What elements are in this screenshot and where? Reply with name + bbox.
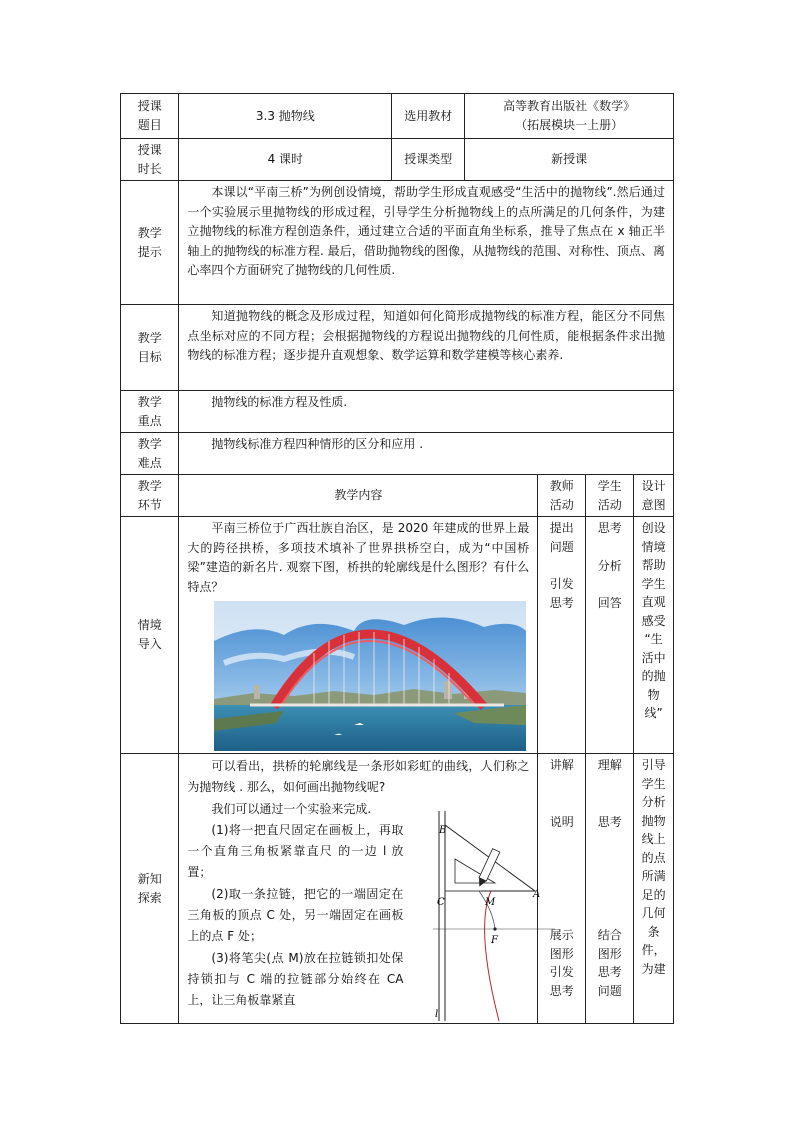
label-M: M — [485, 897, 496, 908]
hints-row — [121, 181, 674, 305]
column-header-row — [121, 475, 674, 517]
col-content-header: 教学内容 — [179, 475, 538, 517]
label-l: l — [435, 1009, 439, 1020]
intro-teacher: 提出 问题 引发 思考 — [538, 517, 586, 754]
explore-intent: 引导 学生 分析 抛物 线上 的点 所满 足的 几何 条 件， 为建 — [634, 754, 674, 1024]
hours-row — [121, 139, 674, 181]
intro-intent: 创设 情境 帮助 学生 直观 感受 “生 活中 的抛 物 线” — [634, 517, 674, 754]
textbook-label: 选用教材 — [392, 94, 465, 139]
key-points-label: 教学 重点 — [121, 391, 179, 433]
difficulties-label: 教学 难点 — [121, 433, 179, 475]
textbook-line1: 高等教育出版社《数学》 — [503, 99, 636, 113]
explore-step3: (3)将笔尖(点 M)放在拉链锁扣处保持锁扣与 C 端的拉链部分始终在 CA 上，让三角板靠紧直 — [187, 950, 404, 1008]
label-A: A — [533, 889, 541, 900]
difficulties-row — [121, 433, 674, 475]
difficulties-text: 抛物线标准方程四种情形的区分和应用 . — [179, 433, 674, 475]
intro-text: 平南三桥位于广西壮族自治区，是 2020 年建成的世界上最大的跨径拱桥，多项技术填补了世界拱桥空白，成为“中国桥梁”建造的新名片. 观察下图，桥拱的轮廓线是什么图形？有什么特点？ — [187, 521, 530, 594]
hints-text: 本课以“平南三桥”为例创设情境，帮助学生形成直观感受“生活中的抛物线”.然后通过一个实验展示里抛物线的形成过程，引导学生分析抛物线上的点所满足的几何条件，为建立抛物线的标准方程创造条件，通过建立合适的平面直角坐标系，推导了焦点在 x 轴正半轴上的抛物线的标准方程. 最后，借助抛物线的图像，从抛物线的范围、对称性、顶点、离心率四个方面研究了抛物线的几何性质. — [179, 181, 674, 305]
col-teacher-header: 教师 活动 — [538, 475, 586, 517]
lesson-plan-table — [120, 93, 674, 1024]
explore-content — [179, 754, 541, 1024]
goals-label: 教学 目标 — [121, 305, 179, 391]
explore-teacher: 讲解 说明 展示 图形 引发 思考 — [538, 754, 586, 1024]
type-label: 授课类型 — [392, 139, 465, 181]
goals-text: 知道抛物线的概念及形成过程，知道如何化简形成抛物线的标准方程，能区分不同焦点坐标对应的不同方程；会根据抛物线的方程说出抛物线的几何性质，能根据条件求出抛物线的标准方程；逐步提升直观想象、数学运算和数学建模等核心素养. — [179, 305, 674, 391]
col-stage-header: 教学 环节 — [121, 475, 179, 517]
label-B: B — [439, 825, 447, 836]
explore-student: 理解 思考 结合 图形 思考 问题 — [586, 754, 634, 1024]
textbook-line2: （拓展模块一上册） — [515, 118, 624, 132]
col-student-header: 学生 活动 — [586, 475, 634, 517]
hours-value: 4 课时 — [179, 139, 392, 181]
explore-step1: (1)将一把直尺固定在画板上，再取一个直角三角板紧靠直尺 的一边 l 放置； — [187, 822, 404, 880]
intro-stage: 情境 导入 — [121, 517, 179, 754]
explore-para1: 可以看出，拱桥的轮廓线是一条形如彩虹的曲线，人们称之为抛物线 . 那么，如何画出抛物线呢? — [187, 759, 530, 795]
key-points-row — [121, 391, 674, 433]
intro-row — [121, 517, 674, 754]
hints-label: 教学 提示 — [121, 181, 179, 305]
topic-row — [121, 94, 674, 139]
explore-row — [121, 754, 674, 1024]
col-intent-header: 设计 意图 — [634, 475, 674, 517]
explore-step2: (2)取一条拉链，把它的一端固定在三角板的顶点 C 处，另一端固定在画板上的点 F 处； — [187, 886, 404, 944]
hours-label: 授课 时长 — [121, 139, 179, 181]
label-F: F — [491, 935, 499, 946]
bridge-photo — [214, 601, 526, 751]
intro-content — [179, 517, 538, 754]
goals-row — [121, 305, 674, 391]
parabola-experiment-diagram — [423, 811, 555, 1021]
topic-label: 授课 题目 — [121, 94, 179, 139]
explore-para2: 我们可以通过一个实验来完成. — [211, 801, 372, 816]
intro-student: 思考 分析 回答 — [586, 517, 634, 754]
textbook-value — [465, 94, 674, 139]
explore-stage: 新知 探索 — [121, 754, 179, 1024]
topic-value: 3.3 抛物线 — [179, 94, 392, 139]
type-value: 新授课 — [465, 139, 674, 181]
label-C: C — [437, 897, 446, 908]
key-points-text: 抛物线的标准方程及性质. — [179, 391, 674, 433]
